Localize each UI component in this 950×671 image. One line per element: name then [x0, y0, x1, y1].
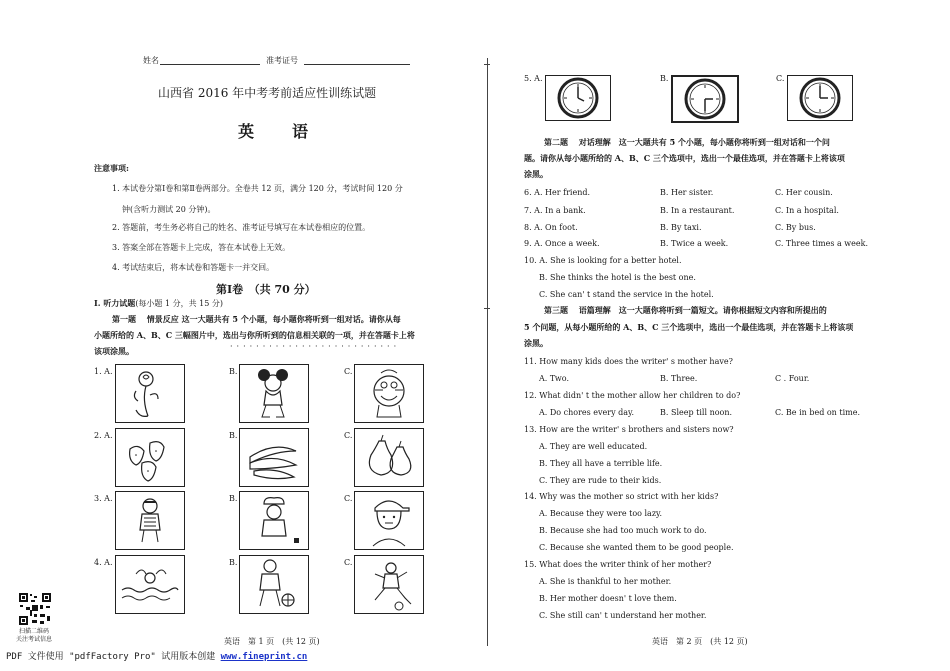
notice-item-2: 2. 答题前，考生务必将自己的姓名、准考证号填写在本试卷相应的位置。 — [112, 223, 371, 232]
q6-option-a: 6. A. Her friend. — [524, 188, 591, 197]
q8-option-b: B. By taxi. — [660, 223, 702, 232]
subject-title: 英 语 — [238, 122, 311, 141]
row1-c: C. — [344, 367, 353, 376]
row4-c: C. — [344, 558, 353, 567]
q9-option-c: C. Three times a week. — [775, 239, 869, 248]
q15-option-c: C. She still can' t understand her mother. — [539, 611, 707, 620]
swimmer-icon — [116, 492, 184, 549]
q10-option-a: 10. A. She is looking for a better hotel. — [524, 256, 682, 265]
q14-stem: 14. Why was the mother so strict with her kids? — [524, 492, 719, 501]
part1-title: 第一题 情景反应 — [112, 314, 182, 324]
clock-icon — [788, 76, 852, 120]
fineprint-link[interactable]: www.fineprint.cn — [220, 652, 308, 662]
q12-option-b: B. Sleep till noon. — [660, 408, 733, 417]
clock-b-picture — [671, 75, 739, 123]
q9-option-b: B. Twice a week. — [660, 239, 729, 248]
part3-title: 第三题 语篇理解 — [544, 305, 619, 315]
clock-a-picture — [545, 75, 611, 121]
part3-heading — [544, 305, 827, 316]
row2-b: B. — [229, 431, 238, 440]
listening-part-label: Ⅰ. 听力试题 — [94, 298, 136, 308]
divider-tick-top — [484, 64, 490, 65]
part1-desc-c: 该项涂黑。 — [94, 346, 134, 356]
q11-stem: 11. How many kids does the writer' s mother have? — [524, 357, 733, 366]
row2-num: 2. A. — [94, 431, 113, 440]
strawberry-icon — [116, 429, 184, 486]
row4-num: 4. A. — [94, 558, 113, 567]
q13-option-b: B. They all have a terrible life. — [539, 459, 663, 468]
basketball-icon — [240, 556, 308, 613]
name-label: 姓名 — [143, 56, 159, 65]
part1-heading — [112, 314, 401, 325]
doraemon-picture — [354, 364, 424, 423]
mickey-icon — [240, 365, 308, 422]
q14-option-a: A. Because they were too lazy. — [539, 509, 663, 518]
listening-part-title — [94, 298, 223, 309]
row2-c: C. — [344, 431, 353, 440]
q8-option-c: C. By bus. — [775, 223, 816, 232]
pdf-watermark — [6, 651, 307, 663]
basketball-picture — [239, 555, 309, 614]
row1-b: B. — [229, 367, 238, 376]
doraemon-icon — [355, 365, 423, 422]
pdf-watermark-text: PDF 文件使用 "pdfFactory Pro" 试用版本创建 — [6, 652, 221, 662]
q9-option-a: 9. A. Once a week. — [524, 239, 600, 248]
banana-icon — [240, 429, 308, 486]
part2-heading — [544, 137, 830, 148]
right-page-number: 英语 第 2 页 (共 12 页) — [652, 637, 748, 646]
divider-tick-bottom — [484, 308, 490, 309]
q10-option-c: C. She can' t stand the service in the hotel. — [539, 290, 714, 299]
row1-num: 1. A. — [94, 367, 113, 376]
q14-option-c: C. Because she wanted them to be good people. — [539, 543, 734, 552]
q5-c-label: C. — [776, 74, 785, 83]
mickey-picture — [239, 364, 309, 423]
q15-option-b: B. Her mother doesn' t love them. — [539, 594, 677, 603]
rose-picture — [115, 364, 185, 423]
part3-desc-c: 涂黑。 — [524, 338, 548, 348]
q14-option-b: B. Because she had too much work to do. — [539, 526, 707, 535]
pear-icon — [355, 429, 423, 486]
q13-option-c: C. They are rude to their kids. — [539, 476, 662, 485]
section-1-title: 第Ⅰ卷 （共 70 分） — [216, 283, 316, 296]
q15-option-a: A. She is thankful to her mother. — [539, 577, 672, 586]
q13-option-a: A. They are well educated. — [539, 442, 648, 451]
q6-option-c: C. Her cousin. — [775, 188, 833, 197]
chef-picture — [239, 491, 309, 550]
clock-icon — [673, 77, 737, 121]
swimming-picture — [115, 555, 185, 614]
q6-option-b: B. Her sister. — [660, 188, 714, 197]
pear-picture — [354, 428, 424, 487]
clock-c-picture — [787, 75, 853, 121]
column-divider — [487, 58, 488, 646]
notice-title: 注意事项: — [94, 163, 129, 173]
emphasis-dots: ·························· — [230, 342, 401, 351]
q7-option-c: C. In a hospital. — [775, 206, 839, 215]
boy-cap-picture — [354, 491, 424, 550]
part2-desc-b: 题。请你从每小题所给的 A、B、C 三个选项中，选出一个最佳选项，并在答题卡上将该项 — [524, 153, 845, 163]
banana-picture — [239, 428, 309, 487]
q11-option-a: A. Two. — [539, 374, 569, 383]
notice-item-4: 4. 考试结束后，将本试卷和答题卡一并交回。 — [112, 263, 275, 272]
row3-c: C. — [344, 494, 353, 503]
q10-option-b: B. She thinks the hotel is the best one. — [539, 273, 696, 282]
row3-b: B. — [229, 494, 238, 503]
q7-option-b: B. In a restaurant. — [660, 206, 735, 215]
q12-option-c: C. Be in bed on time. — [775, 408, 860, 417]
q5-a-label: 5. A. — [524, 74, 543, 83]
part2-title: 第二题 对话理解 — [544, 137, 619, 147]
boy-cap-icon — [355, 492, 423, 549]
q7-option-a: 7. A. In a bank. — [524, 206, 586, 215]
notice-item-1-cont: 钟(含听力测试 20 分钟)。 — [122, 205, 216, 214]
exam-number-blank — [304, 64, 410, 65]
football-icon — [355, 556, 423, 613]
q8-option-a: 8. A. On foot. — [524, 223, 578, 232]
swimming-icon — [116, 556, 184, 613]
notice-item-3: 3. 答案全部在答题卡上完成，答在本试卷上无效。 — [112, 243, 291, 252]
swimmer-picture — [115, 491, 185, 550]
q12-option-a: A. Do chores every day. — [539, 408, 635, 417]
q5-b-label: B. — [660, 74, 669, 83]
part3-desc-b: 5 个问题，从每小题所给的 A、B、C 三个选项中，选出一个最佳选项，并在答题卡上将该项 — [524, 322, 854, 332]
q11-option-c: C . Four. — [775, 374, 810, 383]
q13-stem: 13. How are the writer' s brothers and sisters now? — [524, 425, 734, 434]
part3-desc-a: 这一大题你将听到一篇短文。请你根据短文内容和所提出的 — [618, 305, 827, 315]
part2-desc-a: 这一大题共有 5 个小题，每小题你将听到一组对话和一个问 — [618, 137, 830, 147]
part2-desc-c: 涂黑。 — [524, 169, 548, 179]
qr-caption-2: 关注考试信息 — [16, 636, 53, 643]
part1-desc-b: 小题所给的 A、B、C 三幅图片中，选出与你所听到的信息相关联的一项，并在答题卡上将 — [94, 330, 415, 340]
listening-part-note: (每小题 1 分，共 15 分) — [135, 299, 223, 308]
row4-b: B. — [229, 558, 238, 567]
q15-stem: 15. What does the writer think of her mother? — [524, 560, 712, 569]
left-page-number: 英语 第 1 页 (共 12 页) — [224, 637, 320, 646]
football-picture — [354, 555, 424, 614]
name-blank — [160, 64, 260, 65]
strawberry-picture — [115, 428, 185, 487]
q11-option-b: B. Three. — [660, 374, 698, 383]
row3-num: 3. A. — [94, 494, 113, 503]
qr-caption-1: 扫描二维码 — [19, 628, 50, 635]
exam-number-label: 准考证号 — [266, 56, 298, 65]
exam-title: 山西省 2016 年中考考前适应性训练试题 — [158, 86, 377, 100]
notice-item-1: 1. 本试卷分第Ⅰ卷和第Ⅱ卷两部分。全卷共 12 页，满分 120 分，考试时间 120 分 — [112, 184, 403, 193]
qr-code-icon — [18, 592, 52, 626]
chef-icon — [240, 492, 308, 549]
rose-icon — [116, 365, 184, 422]
clock-icon — [546, 76, 610, 120]
q12-stem: 12. What didn' t the mother allow her children to do? — [524, 391, 741, 400]
part1-desc-a: 这一大题共有 5 个小题，每小题你将听到一组对话。请你从每 — [181, 314, 401, 324]
